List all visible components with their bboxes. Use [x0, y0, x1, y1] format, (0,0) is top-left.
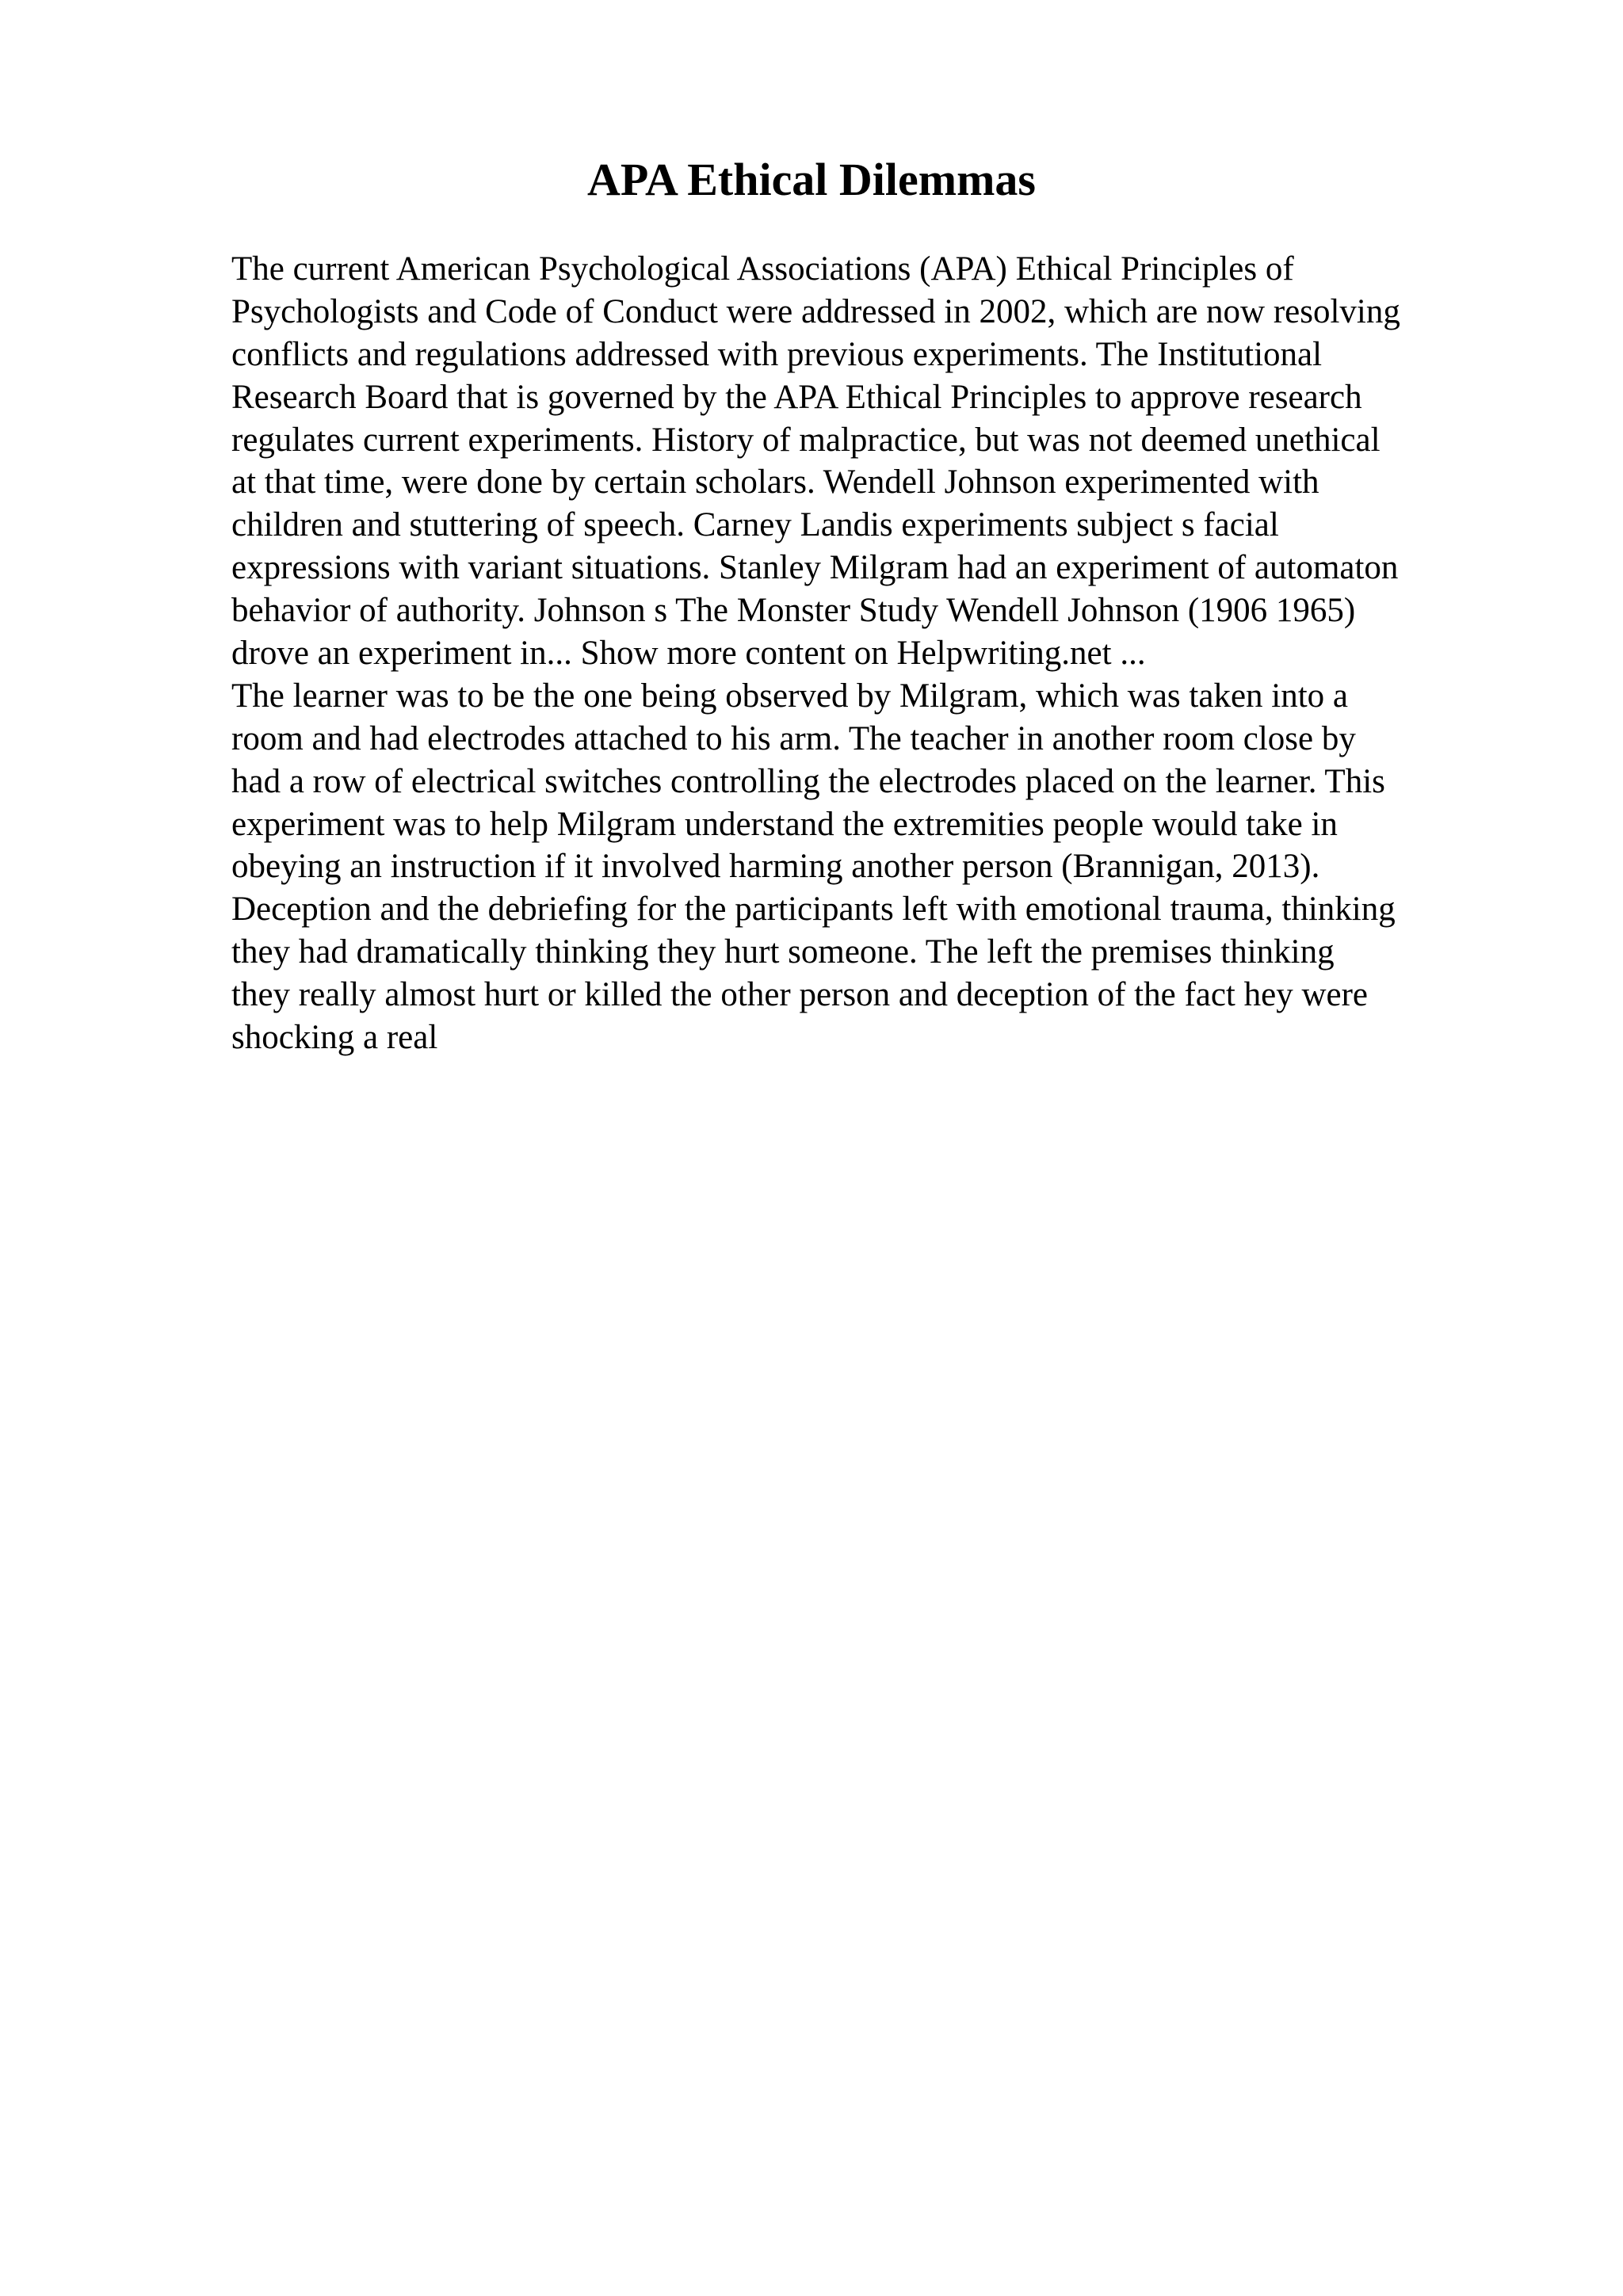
document-body: [231, 248, 1579, 1059]
body-line: children and stuttering of speech. Carney Landis experiments subject s facial: [231, 506, 1279, 544]
body-line: Psychologists and Code of Conduct were addressed in 2002, which are now resolving: [231, 292, 1400, 330]
body-line: at that time, were done by certain scholars. Wendell Johnson experimented with: [231, 463, 1319, 502]
body-line: room and had electrodes attached to his arm. The teacher in another room close by: [231, 719, 1356, 757]
body-line: Deception and the debriefing for the participants left with emotional trauma, thinking: [231, 891, 1396, 929]
body-line: experiment was to help Milgram understand the extremities people would take in: [231, 805, 1338, 843]
body-line: regulates current experiments. History of malpractice, but was not deemed unethical: [231, 421, 1381, 459]
body-line: Research Board that is governed by the APA Ethical Principles to approve research: [231, 378, 1362, 416]
document-title: APA Ethical Dilemmas: [587, 154, 1036, 205]
body-line: The learner was to be the one being observed by Milgram, which was taken into a: [231, 677, 1349, 715]
body-line: expressions with variant situations. Stanley Milgram had an experiment of automaton: [231, 549, 1399, 587]
body-line: obeying an instruction if it involved harming another person (Brannigan, 2013).: [231, 848, 1320, 886]
body-line: conflicts and regulations addressed with previous experiments. The Institutional: [231, 335, 1323, 373]
body-line: they really almost hurt or killed the other person and deception of the fact hey were: [231, 976, 1369, 1014]
body-line: behavior of authority. Johnson s The Monster Study Wendell Johnson (1906 1965): [231, 592, 1356, 630]
body-line: they had dramatically thinking they hurt someone. The left the premises thinking: [231, 933, 1335, 971]
body-line: drove an experiment in... Show more content on Helpwriting.net ...: [231, 635, 1146, 673]
body-line: shocking a real: [231, 1019, 438, 1057]
body-line: The current American Psychological Associations (APA) Ethical Principles of: [231, 250, 1294, 288]
body-line: had a row of electrical switches controlling the electrodes placed on the learner. This: [231, 762, 1385, 800]
